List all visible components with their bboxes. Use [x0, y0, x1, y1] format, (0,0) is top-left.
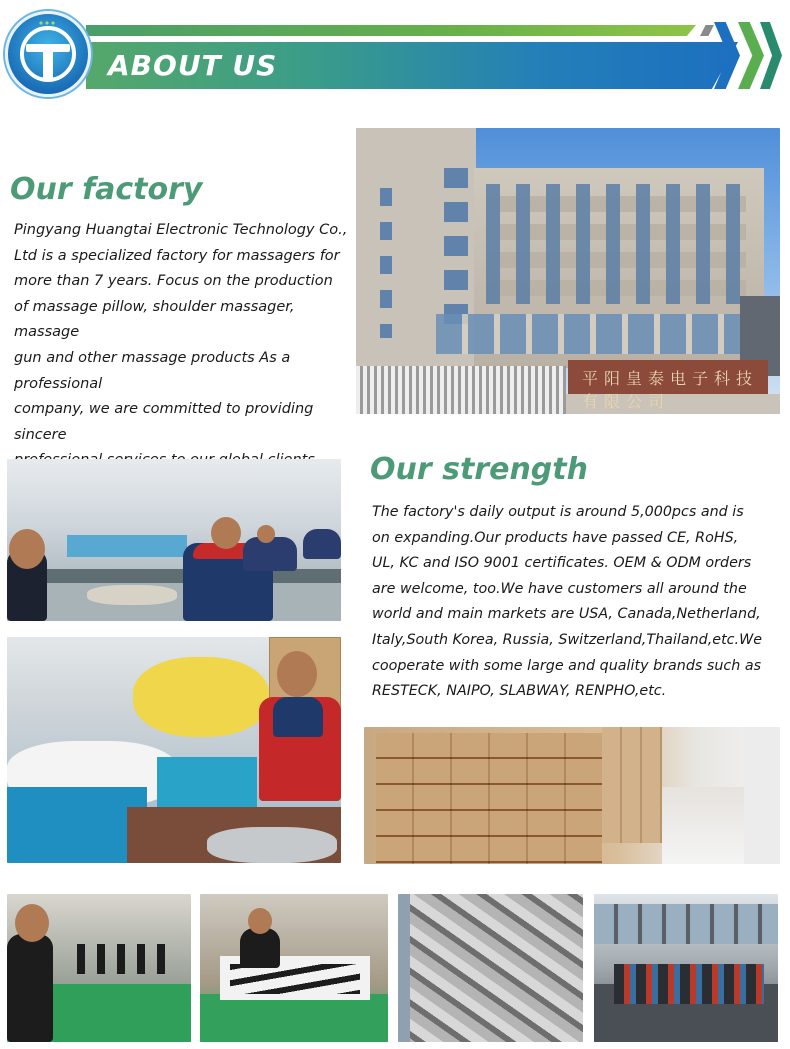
- header-top-stripe-accent: [700, 25, 714, 36]
- factory-paragraph: [14, 218, 350, 474]
- strength-line: on expanding.Our products have passed CE, RoHS,: [372, 529, 739, 546]
- strength-heading: Our strength: [370, 452, 588, 487]
- factory-heading: Our factory: [10, 172, 203, 207]
- about-us-header: [0, 0, 790, 110]
- factory-line: more than 7 years. Focus on the production: [14, 273, 333, 290]
- factory-line: company, we are committed to providing sincere: [14, 401, 314, 443]
- strength-line: UL, KC and ISO 9001 certificates. OEM & ODM orders: [372, 555, 752, 572]
- strength-paragraph: [372, 500, 780, 705]
- tc-logo-icon: [5, 11, 91, 97]
- workshop-floor-photo: [594, 894, 778, 1042]
- factory-line: gun and other massage products As a professional: [14, 349, 291, 392]
- metal-parts-photo: [398, 894, 583, 1042]
- factory-line: Pingyang Huangtai Electronic Technology Co.,: [14, 222, 348, 238]
- strength-line: The factory's daily output is around 5,000pcs and is: [372, 504, 744, 520]
- strength-line: world and main markets are USA, Canada,Netherland,: [372, 606, 761, 623]
- company-sign-text: 平阳皇泰电子科技有限公司: [582, 369, 759, 411]
- strength-line: cooperate with some large and quality brands such as: [372, 657, 762, 674]
- strength-line: are welcome, too.We have customers all around the: [372, 580, 747, 597]
- strength-line: Italy,South Korea, Russia, Switzerland,Thailand,etc.We: [372, 631, 763, 648]
- page-title: ABOUT US: [108, 49, 278, 82]
- company-sign: [568, 360, 768, 411]
- workshop-packing-photo: [7, 637, 341, 863]
- factory-line: of massage pillow, shoulder massager, massage: [14, 298, 295, 341]
- header-top-stripe: [86, 25, 696, 36]
- chevron-right-icon: [738, 22, 764, 89]
- workshop-assembly-photo: [7, 459, 341, 621]
- strength-line: RESTECK, NAIPO, SLABWAY, RENPHO,etc.: [372, 683, 667, 700]
- factory-building-photo: [356, 128, 780, 414]
- massage-gun-assembly-photo: [200, 894, 388, 1042]
- production-line-photo: [7, 894, 191, 1042]
- factory-line: Ltd is a specialized factory for massagers for: [14, 247, 340, 264]
- warehouse-cartons-photo: [364, 727, 780, 864]
